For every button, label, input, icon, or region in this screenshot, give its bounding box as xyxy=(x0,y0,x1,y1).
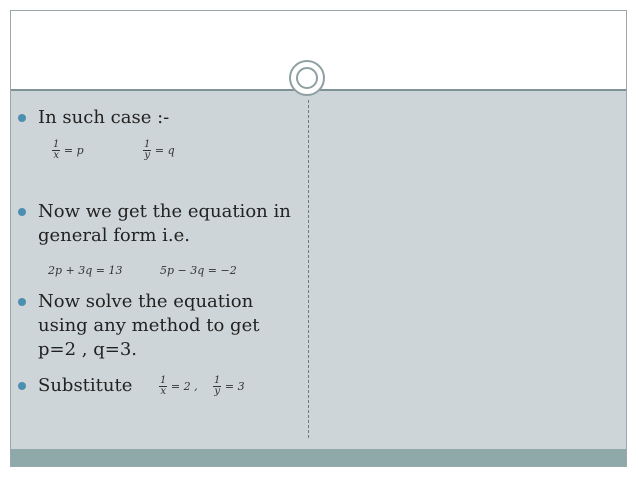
bullet-dot-icon xyxy=(18,208,26,216)
column-divider xyxy=(308,100,309,438)
bullet-text: In such case :- xyxy=(38,107,170,128)
fraction: $\frac{1}{x}$ xyxy=(160,375,167,397)
fraction: $\frac{1}{y}$ xyxy=(214,375,221,397)
equation-substitute-y: $\frac{1}{y}$ = 3 xyxy=(214,375,245,397)
bullet-text: Now we get the equation in general form i.e. xyxy=(38,201,291,246)
bullet-text: Now solve the equation using any method to get p=2 , q=3. xyxy=(38,291,260,360)
equation-1-over-y: $\frac{1}{y}$ = q xyxy=(144,139,175,161)
bullet-dot-icon xyxy=(18,298,26,306)
bullet-item-2 xyxy=(18,200,298,248)
equation-1-over-x: $\frac{1}{x}$ = p xyxy=(53,139,84,161)
circle-inner-ring xyxy=(296,67,318,89)
equation-general-1: 2p + 3q = 13 xyxy=(48,264,123,277)
equation-substitute-x: $\frac{1}{x}$ = 2 , xyxy=(160,375,198,397)
bullet-item-3 xyxy=(18,290,298,362)
bullet-text: Substitute xyxy=(38,375,133,396)
footer-bar xyxy=(11,449,626,466)
circle-ornament-icon xyxy=(289,60,325,96)
bullet-dot-icon xyxy=(18,382,26,390)
fraction: $\frac{1}{x}$ xyxy=(53,139,60,161)
bullet-dot-icon xyxy=(18,114,26,122)
bullet-item-4 xyxy=(18,374,133,398)
equation-general-2: 5p − 3q = −2 xyxy=(160,264,237,277)
bullet-item-1 xyxy=(18,106,298,130)
fraction: $\frac{1}{y}$ xyxy=(144,139,151,161)
